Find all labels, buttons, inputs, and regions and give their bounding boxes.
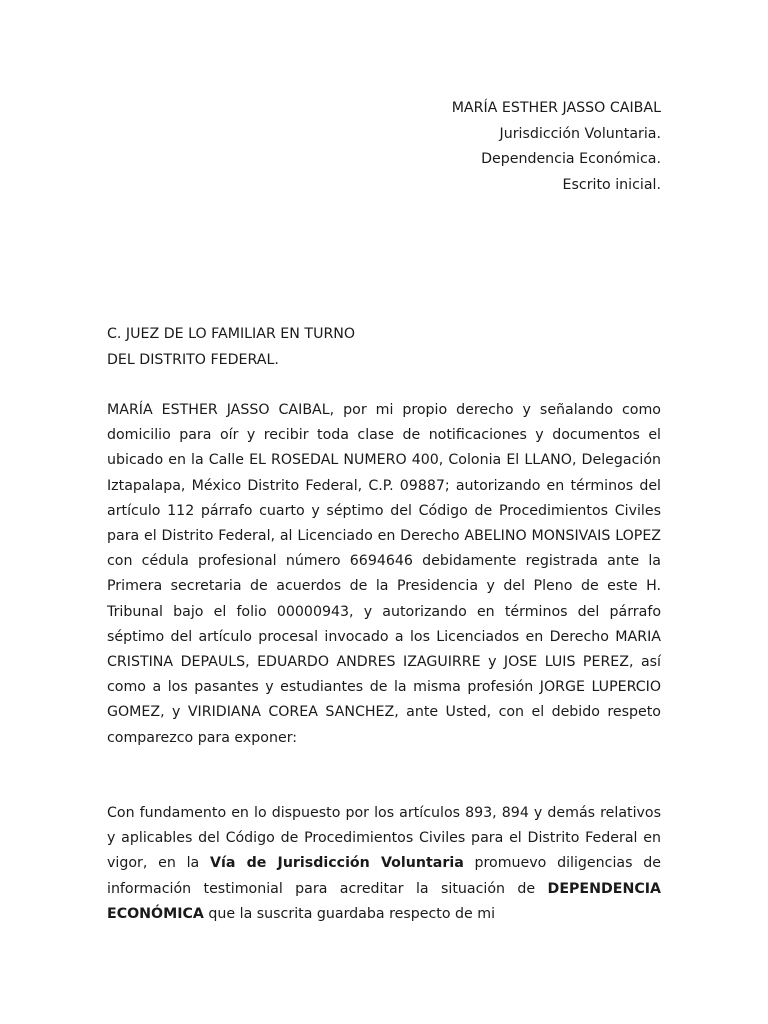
dependency-emphasis: DEPENDENCIA ECONÓMICA (107, 880, 661, 922)
addressee-line-1: C. JUEZ DE LO FAMILIAR EN TURNO (107, 326, 356, 342)
addressee-line-2: DEL DISTRITO FEDERAL. (107, 351, 279, 368)
paragraph-foundation-part-2: promuevo diligencias de información testimonial para acreditar la situación de (107, 855, 661, 897)
paragraph-intro: MARÍA ESTHER JASSO CAIBAL, por mi propio derecho y señalando como domicilio para oír y recibir toda clase de notificaciones y documentos el ubicado en la Calle EL ROSEDAL NUMERO 400, Colonia El LLANO, Delegación Iztapalapa, México Distrito Federal, C.P. 09887; autorizando en términos del artículo 112 párrafo cuarto y séptimo del Código de Procedimientos Civiles para el Distrito Federal, al Licenciado en Derecho ABELINO MONSIVAIS LOPEZ con cédula profesional número 6694646 debidamente registrada ante la Primera secretaria de acuerdos de la Presidencia y del Pleno de este H. Tribunal bajo el folio 00000943, y autorizando en términos del párrafo séptimo del artículo procesal invocado a los Licenciados en Derecho MARIA CRISTINA DEPAULS, EDUARDO ANDRES IZAGUIRRE y JOSE LUIS PEREZ, así como a los pasantes y estudiantes de la misma profesión JORGE LUPERCIO GOMEZ, y VIRIDIANA COREA SANCHEZ, ante Usted, con el debido respeto comparezco para exponer: (107, 402, 661, 746)
paragraph-foundation (107, 801, 661, 927)
addressee (107, 322, 355, 373)
procedure-type-emphasis: Vía de Jurisdicción Voluntaria (209, 855, 464, 872)
header-block (452, 96, 661, 198)
header-subject: Dependencia Económica. (481, 151, 661, 167)
header-document-type: Escrito inicial. (562, 176, 661, 193)
paragraph-foundation-part-3: que la suscrita guardaba respecto de mi (203, 905, 496, 922)
header-procedure: Jurisdicción Voluntaria. (499, 125, 661, 142)
header-name: MARÍA ESTHER JASSO CAIBAL (451, 100, 661, 116)
paragraph-foundation-part-1: Con fundamento en lo dispuesto por los artículos 893, 894 y demás relativos y aplicables del Código de Procedimientos Civiles para el Distrito Federal en vigor, en la (107, 805, 661, 872)
